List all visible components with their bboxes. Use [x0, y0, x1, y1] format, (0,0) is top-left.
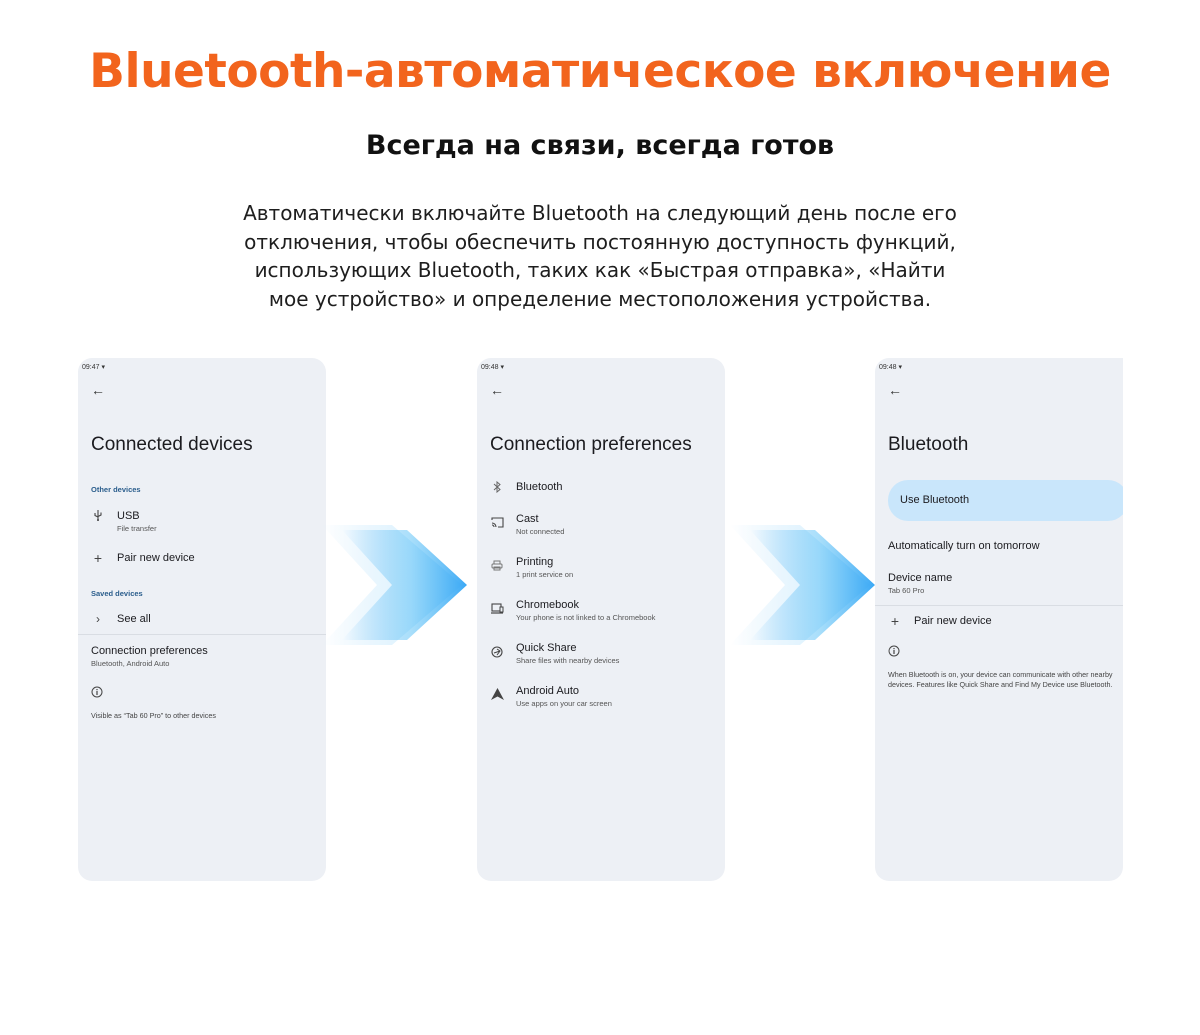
connection-preferences-label: Connection preferences	[91, 645, 208, 657]
screen-bluetooth	[875, 358, 1123, 881]
status-bar	[481, 363, 504, 371]
device-name-label: Device name	[888, 572, 953, 584]
bluetooth-info-line: When Bluetooth is on, your device can communicate with other nearby	[888, 670, 1113, 679]
android-auto-icon	[490, 688, 504, 703]
wifi-icon: ▾	[101, 364, 106, 371]
info-row	[91, 686, 326, 700]
cast-sub: Not connected	[516, 527, 565, 536]
status-time: 09:48	[481, 364, 499, 371]
usb-label: USB	[117, 510, 140, 522]
visible-as-note: Visible as “Tab 60 Pro” to other devices	[91, 711, 216, 720]
pair-new-device-label: Pair new device	[914, 615, 992, 627]
status-bar	[82, 363, 105, 371]
status-time: 09:48	[879, 364, 897, 371]
page-subheadline: Всегда на связи, всегда готов	[365, 130, 835, 161]
pair-new-device-row[interactable]	[888, 615, 1123, 631]
cast-label: Cast	[516, 513, 539, 525]
info-row	[888, 645, 1123, 659]
chromebook-row[interactable]	[490, 599, 725, 627]
android-auto-sub: Use apps on your car screen	[516, 699, 612, 708]
quick-share-label: Quick Share	[516, 642, 577, 654]
laptop-icon	[490, 603, 504, 617]
divider	[875, 605, 1123, 606]
quick-share-row[interactable]	[490, 642, 725, 670]
use-bluetooth-label: Use Bluetooth	[900, 494, 970, 506]
bluetooth-info-line: devices. Features like Quick Share and Find My Device use Bluetooth.	[888, 680, 1113, 689]
arrow-chevron-icon	[730, 525, 880, 645]
printer-icon	[490, 560, 504, 574]
printing-sub: 1 print service on	[516, 570, 574, 579]
arrow-chevron-icon	[322, 525, 472, 645]
back-arrow-icon[interactable]: ←	[91, 382, 105, 398]
status-time: 09:47	[82, 364, 100, 371]
screen-title: Bluetooth	[888, 434, 969, 455]
quick-share-icon	[490, 646, 504, 661]
screen-connected-devices	[78, 358, 326, 881]
usb-sub: File transfer	[117, 524, 157, 533]
printing-label: Printing	[516, 556, 554, 568]
printing-row[interactable]	[490, 556, 725, 584]
description-line: отключения, чтобы обеспечить постоянную доступность функций,	[244, 229, 956, 254]
usb-icon	[91, 510, 105, 524]
chromebook-sub: Your phone is not linked to a Chromebook	[516, 613, 656, 622]
android-auto-label: Android Auto	[516, 685, 579, 697]
screen-title: Connection preferences	[490, 434, 692, 455]
page-headline: Bluetooth-автоматическое включение	[89, 44, 1111, 99]
wifi-icon: ▾	[500, 364, 505, 371]
screen-connection-preferences	[477, 358, 725, 881]
plus-icon: +	[890, 613, 900, 629]
plus-icon: +	[93, 550, 103, 566]
description-line: Автоматически включайте Bluetooth на следующий день после его	[243, 201, 957, 225]
device-name-row[interactable]	[888, 572, 1123, 600]
bluetooth-icon	[490, 481, 504, 496]
usb-row[interactable]	[91, 510, 326, 538]
wifi-icon: ▾	[898, 364, 903, 371]
see-all-row[interactable]	[91, 613, 326, 629]
pair-new-device-row[interactable]	[91, 552, 326, 568]
bluetooth-label: Bluetooth	[516, 481, 563, 493]
screen-title: Connected devices	[91, 434, 253, 455]
section-saved-devices: Saved devices	[91, 589, 143, 598]
cast-icon	[490, 517, 504, 531]
bluetooth-row[interactable]	[490, 481, 725, 497]
see-all-label: See all	[117, 613, 151, 625]
chromebook-label: Chromebook	[516, 599, 579, 611]
auto-turn-on-row[interactable]	[888, 540, 1123, 556]
use-bluetooth-toggle[interactable]	[888, 480, 1123, 521]
info-icon	[888, 645, 900, 660]
chevron-right-icon: ›	[96, 612, 100, 626]
quick-share-sub: Share files with nearby devices	[516, 656, 620, 665]
back-arrow-icon[interactable]: ←	[490, 382, 504, 398]
device-name-value: Tab 60 Pro	[888, 586, 925, 595]
cast-row[interactable]	[490, 513, 725, 541]
status-bar	[879, 363, 902, 371]
connection-preferences-sub: Bluetooth, Android Auto	[91, 659, 170, 668]
info-icon	[91, 686, 103, 701]
back-arrow-icon[interactable]: ←	[888, 382, 902, 398]
page-description	[200, 199, 1000, 313]
divider	[78, 634, 326, 635]
pair-new-device-label: Pair new device	[117, 552, 195, 564]
android-auto-row[interactable]	[490, 685, 725, 713]
description-line: использующих Bluetooth, таких как «Быстрая отправка», «Найти	[254, 258, 946, 282]
section-other-devices: Other devices	[91, 485, 141, 494]
connection-preferences-row[interactable]	[91, 645, 326, 673]
auto-turn-on-label: Automatically turn on tomorrow	[888, 540, 1040, 552]
description-line: мое устройство» и определение местоположения устройства.	[268, 286, 932, 311]
